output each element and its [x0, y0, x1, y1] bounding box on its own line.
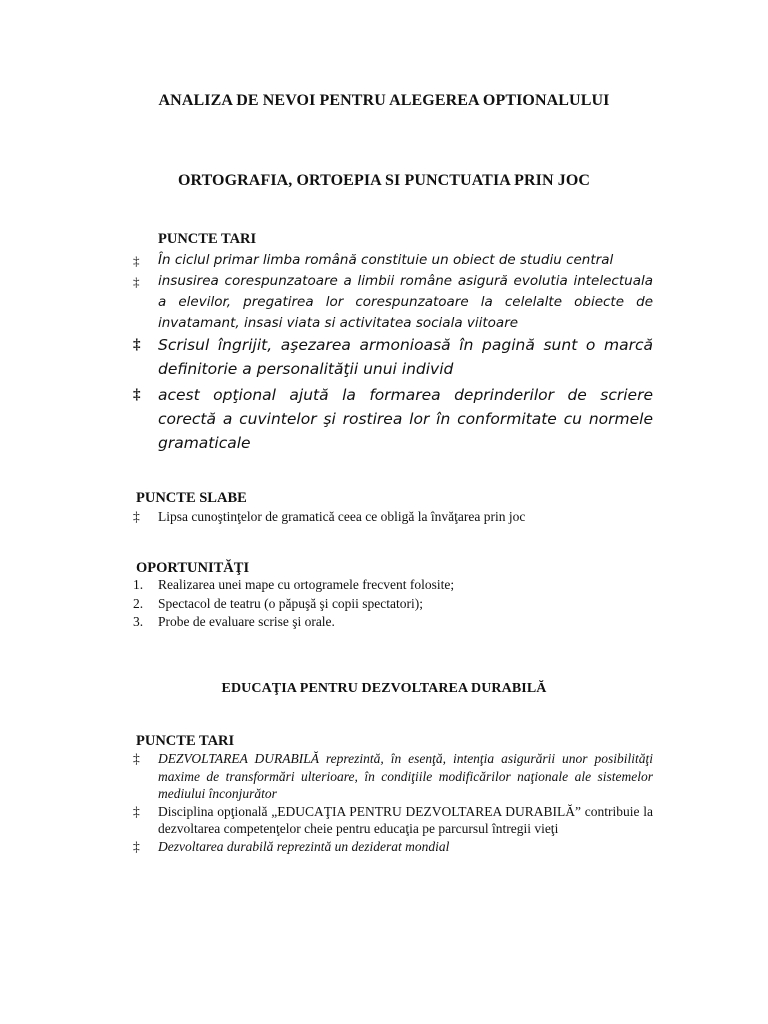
document-title: ANALIZA DE NEVOI PENTRU ALEGEREA OPTIONALULUI — [158, 92, 610, 109]
section-title-educatia: EDUCAŢIA PENTRU DEZVOLTAREA DURABILĂ — [221, 681, 547, 696]
strengths-list-emphasized — [133, 333, 653, 457]
section-heading-puncte-slabe: PUNCTE SLABE — [136, 490, 247, 506]
list-item — [133, 576, 454, 595]
section-heading-oportunitati: OPORTUNITĂŢI — [136, 560, 250, 576]
list-item-text: insusirea corespunzatoare a limbii române asigură evolutia intelectuala a elevilor, pregatirea lor corespunzatoare la celelalte obiecte de invatamant, insasi viata si activitatea sociala viitoare — [158, 273, 653, 331]
bullet-marker: ‡ — [133, 751, 140, 766]
list-item-text: Dezvoltarea durabilă reprezintă un deziderat mondial — [158, 838, 450, 854]
bullet-marker: ‡ — [133, 838, 140, 854]
weaknesses-list — [133, 508, 693, 526]
bullet-marker: ‡ — [133, 253, 140, 268]
section-heading-puncte-tari-2: PUNCTE TARI — [136, 733, 235, 749]
list-item-text: Spectacol de teatru (o păpuşă şi copii spectatori); — [158, 595, 424, 611]
list-item — [133, 750, 653, 803]
list-item — [133, 271, 653, 334]
list-item — [133, 803, 653, 838]
bullet-marker: ‡ — [133, 509, 140, 524]
sustainability-strengths-list — [133, 750, 653, 855]
list-item — [133, 333, 653, 381]
list-item-text: DEZVOLTAREA DURABILĂ reprezintă, în esenţă, intenţia asigurării unor posibilităţi maxime de transformări ulterioare, în condiţiile modificărilor naţionale ale sistemelor mediului înconjurător — [158, 751, 653, 801]
list-item — [133, 838, 653, 856]
opportunities-list — [133, 576, 454, 632]
list-item — [133, 508, 693, 526]
bullet-marker: ‡ — [133, 274, 140, 289]
list-item — [133, 250, 653, 271]
list-item-text: Probe de evaluare scrise şi orale. — [158, 614, 335, 629]
list-item-text: Disciplina opţională „EDUCAŢIA PENTRU DEZVOLTAREA DURABILĂ” contribuie la dezvoltarea competenţelor cheie pentru educaţia pe parcursul întregii vieţi — [158, 803, 653, 836]
list-number: 2. — [133, 595, 144, 611]
list-item — [133, 595, 454, 614]
section-heading-puncte-tari: PUNCTE TARI — [158, 231, 257, 247]
bullet-marker: ‡ — [133, 337, 141, 353]
list-item-text: acest opţional ajută la formarea deprinderilor de scriere corectă a cuvintelor şi rostirea lor în conformitate cu normele gramaticale — [158, 386, 653, 452]
optional-subtitle: ORTOGRAFIA, ORTOEPIA SI PUNCTUATIA PRIN JOC — [177, 172, 591, 189]
strengths-list — [133, 250, 653, 334]
bullet-marker: ‡ — [133, 803, 140, 819]
list-item-text: Lipsa cunoştinţelor de gramatică ceea ce obligă la învăţarea prin joc — [158, 509, 526, 524]
list-item — [133, 383, 653, 455]
list-item-text: Scrisul îngrijit, aşezarea armonioasă în pagină sunt o marcă definitorie a personalităţii unui individ — [158, 336, 653, 378]
bullet-marker: ‡ — [133, 387, 141, 403]
list-number: 3. — [133, 614, 144, 629]
list-number: 1. — [133, 577, 144, 592]
list-item — [133, 613, 454, 632]
list-item-text: Realizarea unei mape cu ortogramele frecvent folosite; — [158, 577, 455, 592]
list-item-text: În ciclul primar limba română constituie un obiect de studiu central — [158, 252, 614, 268]
